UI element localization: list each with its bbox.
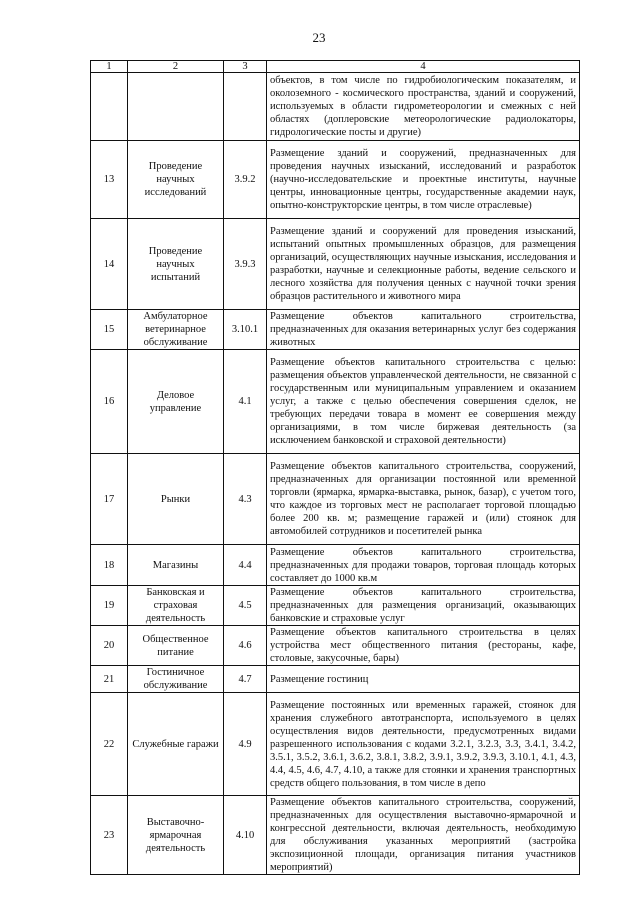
row-code: 4.5	[224, 586, 267, 626]
row-number: 15	[91, 310, 128, 350]
table-row	[91, 73, 580, 141]
row-name: Проведение научных исследований	[128, 141, 224, 219]
row-code: 4.7	[224, 666, 267, 693]
table-row	[91, 586, 580, 626]
column-header-2: 2	[128, 61, 224, 73]
table-row	[91, 545, 580, 586]
row-description: Размещение постоянных или временных гаражей, стоянок для хранения служебного автотранспорта, используемого в целях осуществления видов деятельности, предусмотренных видами разрешенного использования с кодами 3.2.1, 3.2.3, 3.3, 3.4.1, 3.4.2, 3.5.1, 3.5.2, 3.6.1, 3.6.2, 3.8.1, 3.8.2, 3.9.1, 3.9.2, 3.9.3, 3.10.1, 4.1, 4.3, 4.4, 4.5, 4.6, 4.7, 4.10, а также для стоянки и хранения транспортных средств общего пользования, в том числе в депо	[267, 693, 580, 796]
row-description: Размещение объектов капитального строительства, предназначенных для размещения организаций, оказывающих банковские и страховые услуг	[267, 586, 580, 626]
table-row	[91, 141, 580, 219]
table-row	[91, 693, 580, 796]
row-code: 3.9.2	[224, 141, 267, 219]
row-name: Служебные гаражи	[128, 693, 224, 796]
table-row	[91, 350, 580, 454]
row-code: 3.9.3	[224, 219, 267, 310]
row-code: 4.4	[224, 545, 267, 586]
row-description: Размещение объектов капитального строительства, сооружений, предназначенных для осуществления выставочно-ярмарочной и конгрессной деятельности, включая деятельность, необходимую для обслуживания указанных мероприятий (застройка экспозиционной площади, организация питания участников мероприятий)	[267, 796, 580, 875]
row-code	[224, 73, 267, 141]
table-row	[91, 310, 580, 350]
row-code: 4.9	[224, 693, 267, 796]
row-description: Размещение объектов капитального строительства, сооружений, предназначенных для организации постоянной или временной торговли (ярмарка, ярмарка-выставка, рынок, базар), с учетом того, что каждое из торговых мест не располагает торговой площадью более 200 кв. м; размещение гаражей и (или) стоянок для автомобилей сотрудников и посетителей рынка	[267, 454, 580, 545]
row-name: Проведение научных испытаний	[128, 219, 224, 310]
row-name: Рынки	[128, 454, 224, 545]
row-name: Банковская и страховая деятельность	[128, 586, 224, 626]
row-description: Размещение объектов капитального строительства в целях устройства мест общественного питания (рестораны, кафе, столовые, закусочные, бары)	[267, 626, 580, 666]
row-description: объектов, в том числе по гидробиологическим показателям, и околоземного - космического пространства, зданий и сооружений, используемых в области гидрометеорологии и смежных с ней областях (доплеровские метеорологические радиолокаторы, гидрологические посты и другие)	[267, 73, 580, 141]
land-use-table	[90, 60, 580, 875]
row-number: 23	[91, 796, 128, 875]
page-number: 23	[312, 30, 326, 45]
row-description: Размещение зданий и сооружений для проведения изысканий, испытаний опытных промышленных образцов, для размещения организаций, осуществляющих научные изыскания, исследования и разработки, научные и селекционные работы, ведение сельского и лесного хозяйства для получения ценных с научной точки зрения образцов растительного и животного мира	[267, 219, 580, 310]
row-code: 4.1	[224, 350, 267, 454]
column-header-1: 1	[91, 61, 128, 73]
table-row	[91, 796, 580, 875]
row-number: 13	[91, 141, 128, 219]
row-description: Размещение объектов капитального строительства, предназначенных для оказания ветеринарных услуг без содержания животных	[267, 310, 580, 350]
row-number	[91, 73, 128, 141]
table-header-row	[91, 61, 580, 73]
row-description: Размещение объектов капитального строительства, предназначенных для продажи товаров, торговая площадь которых составляет до 1000 кв.м	[267, 545, 580, 586]
row-code: 4.3	[224, 454, 267, 545]
row-number: 21	[91, 666, 128, 693]
row-name: Выставочно-ярмарочная деятельность	[128, 796, 224, 875]
row-name: Деловое управление	[128, 350, 224, 454]
row-number: 20	[91, 626, 128, 666]
row-code: 3.10.1	[224, 310, 267, 350]
row-number: 14	[91, 219, 128, 310]
table-row	[91, 666, 580, 693]
row-number: 16	[91, 350, 128, 454]
row-description: Размещение гостиниц	[267, 666, 580, 693]
table-row	[91, 219, 580, 310]
table-row	[91, 626, 580, 666]
column-header-4: 4	[267, 61, 580, 73]
row-description: Размещение объектов капитального строительства с целью: размещения объектов управленческой деятельности, не связанной с государственным или муниципальным управлением и оказанием услуг, а также с целью обеспечения совершения сделок, не требующих передачи товара в момент ее совершения между организациями, в том числе биржевая деятельность (за исключением банковской и страховой деятельности)	[267, 350, 580, 454]
row-number: 19	[91, 586, 128, 626]
row-description: Размещение зданий и сооружений, предназначенных для проведения научных изысканий, исследований и разработок (научно-исследовательские и проектные институты, научные центры, инновационные центры, государственные академии наук, опытно-конструкторские центры, в том числе отраслевые)	[267, 141, 580, 219]
row-code: 4.10	[224, 796, 267, 875]
row-name: Амбулаторное ветеринарное обслуживание	[128, 310, 224, 350]
row-number: 17	[91, 454, 128, 545]
row-code: 4.6	[224, 626, 267, 666]
column-header-3: 3	[224, 61, 267, 73]
row-name: Магазины	[128, 545, 224, 586]
row-name: Общественное питание	[128, 626, 224, 666]
row-number: 18	[91, 545, 128, 586]
row-name: Гостиничное обслуживание	[128, 666, 224, 693]
row-name	[128, 73, 224, 141]
row-number: 22	[91, 693, 128, 796]
table-row	[91, 454, 580, 545]
